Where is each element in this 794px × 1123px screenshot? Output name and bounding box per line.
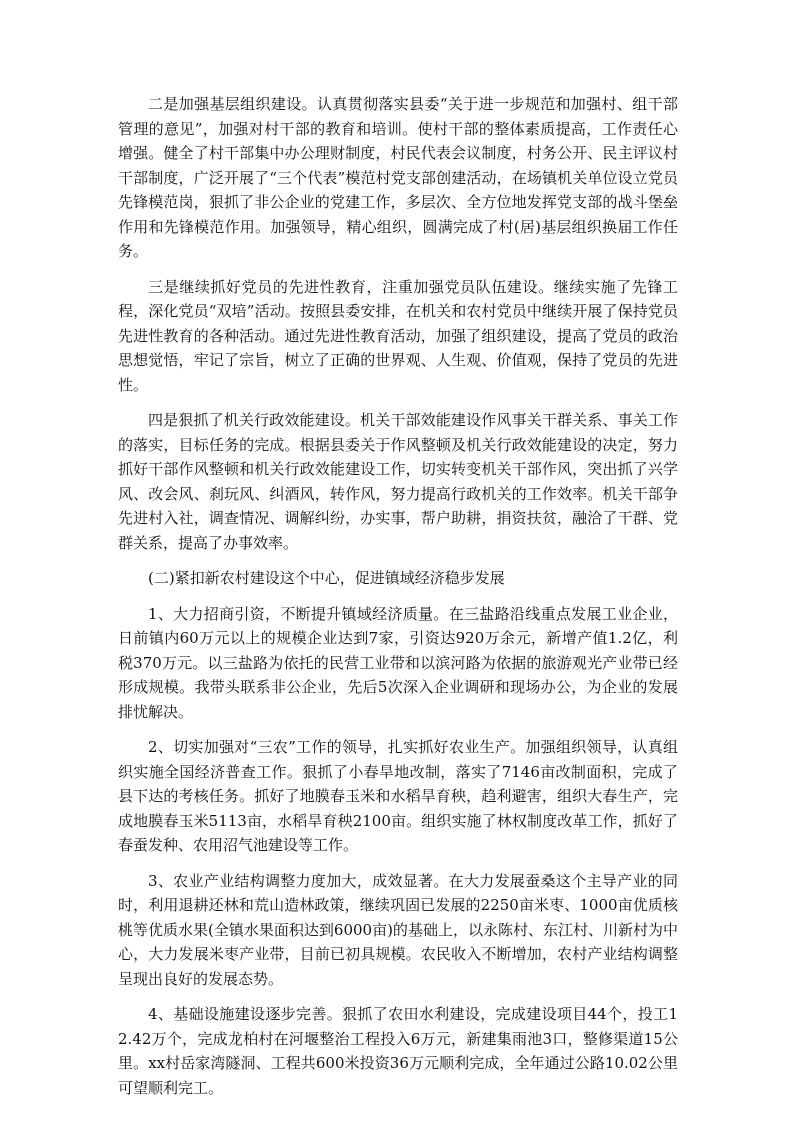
paragraph-investment-attraction: 1、大力招商引资，不断提升镇域经济质量。在三盐路沿线重点发展工业企业，日前镇内60万元以上的规模企业达到7家，引资达920万余元，新增产值1.2亿，利税370万元。以三盐路为依托的民营工业带和以滨河路为依据的旅游观光产业带已经形成规模。我带头联系非公企业，先后5次深入企业调研和现场办公，为企业的发展排忧解决。: [118, 604, 678, 721]
paragraph-agriculture-production: 2、切实加强对“三农”工作的领导，扎实抓好农业生产。加强组织领导，认真组织实施全国经济普查工作。狠抓了小春旱地改制，落实了7146亩改制面积，完成了县下达的考核任务。抓好了地膜春玉米和水稻旱育秧，趋利避害，组织大春生产，完成地膜春玉米5113亩，水稻旱育秧2100亩。组织实施了林权制度改革工作，抓好了春蚕发种、农用沼气池建设等工作。: [118, 738, 678, 854]
paragraph-administrative-efficiency: 四是狠抓了机关行政效能建设。机关干部效能建设作风事关干群关系、事关工作的落实，目标任务的完成。根据县委关于作风整顿及机关行政效能建设的决定，努力抓好干部作风整顿和机关行政效能建设工作，切实转变机关干部作风，突出抓了兴学风、改会风、刹玩风、纠酒风，转作风，努力提高行政机关的工作效率。机关干部争先进村入社，调查情况、调解纠纷，办实事，帮户助耕，捐资扶贫，融洽了干群、党群关系，提高了办事效率。: [118, 411, 678, 552]
document-page: [118, 92, 678, 1111]
section-heading-new-rural-construction: (二)紧扣新农村建设这个中心，促进镇域经济稳步发展: [148, 569, 505, 587]
paragraph-industry-structure: 3、农业产业结构调整力度加大，成效显著。在大力发展蚕桑这个主导产业的同时，利用退耕还林和荒山造林政策，继续巩固已发展的2250亩米枣、1000亩优质核桃等优质水果(全镇水果面积达到6000亩)的基础上，以永陈村、东江村、川新村为中心，大力发展米枣产业带，目前已初具规模。农民收入不断增加，农村产业结构调整呈现出良好的发展态势。: [118, 871, 678, 988]
paragraph-party-member-education: 三是继续抓好党员的先进性教育，注重加强党员队伍建设。继续实施了先锋工程，深化党员“双培”活动。按照县委安排，在机关和农村党员中继续开展了保持党员先进性教育的各种活动。通过先进性教育活动，加强了组织建设，提高了党员的政治思想觉悟，牢记了宗旨，树立了正确的世界观、人生观、价值观，保持了党员的先进性。: [118, 277, 678, 394]
paragraph-grassroots-organization: 二是加强基层组织建设。认真贯彻落实县委“关于进一步规范和加强村、组干部管理的意见”，加强对村干部的教育和培训。使村干部的整体素质提高，工作责任心增强。健全了村干部集中办公理财制度，村民代表会议制度，村务公开、民主评议村干部制度，广泛开展了“三个代表”模范村党支部创建活动，在场镇机关单位设立党员先锋模范岗，狠抓了非公企业的党建工作，多层次、全方位地发挥党支部的战斗堡垒作用和先锋模范作用。加强领导，精心组织，圆满完成了村(居)基层组织换届工作任务。: [118, 95, 678, 260]
paragraph-infrastructure: 4、基础设施建设逐步完善。狠抓了农田水利建设，完成建设项目44个，投工12.42万个，完成龙柏村在河堰整治工程投入6万元，新建集雨池3口，整修渠道15公里。xx村岳家湾隧洞、工程共600米投资36万元顺利完成，全年通过公路10.02公里可望顺利完工。: [118, 1005, 678, 1097]
